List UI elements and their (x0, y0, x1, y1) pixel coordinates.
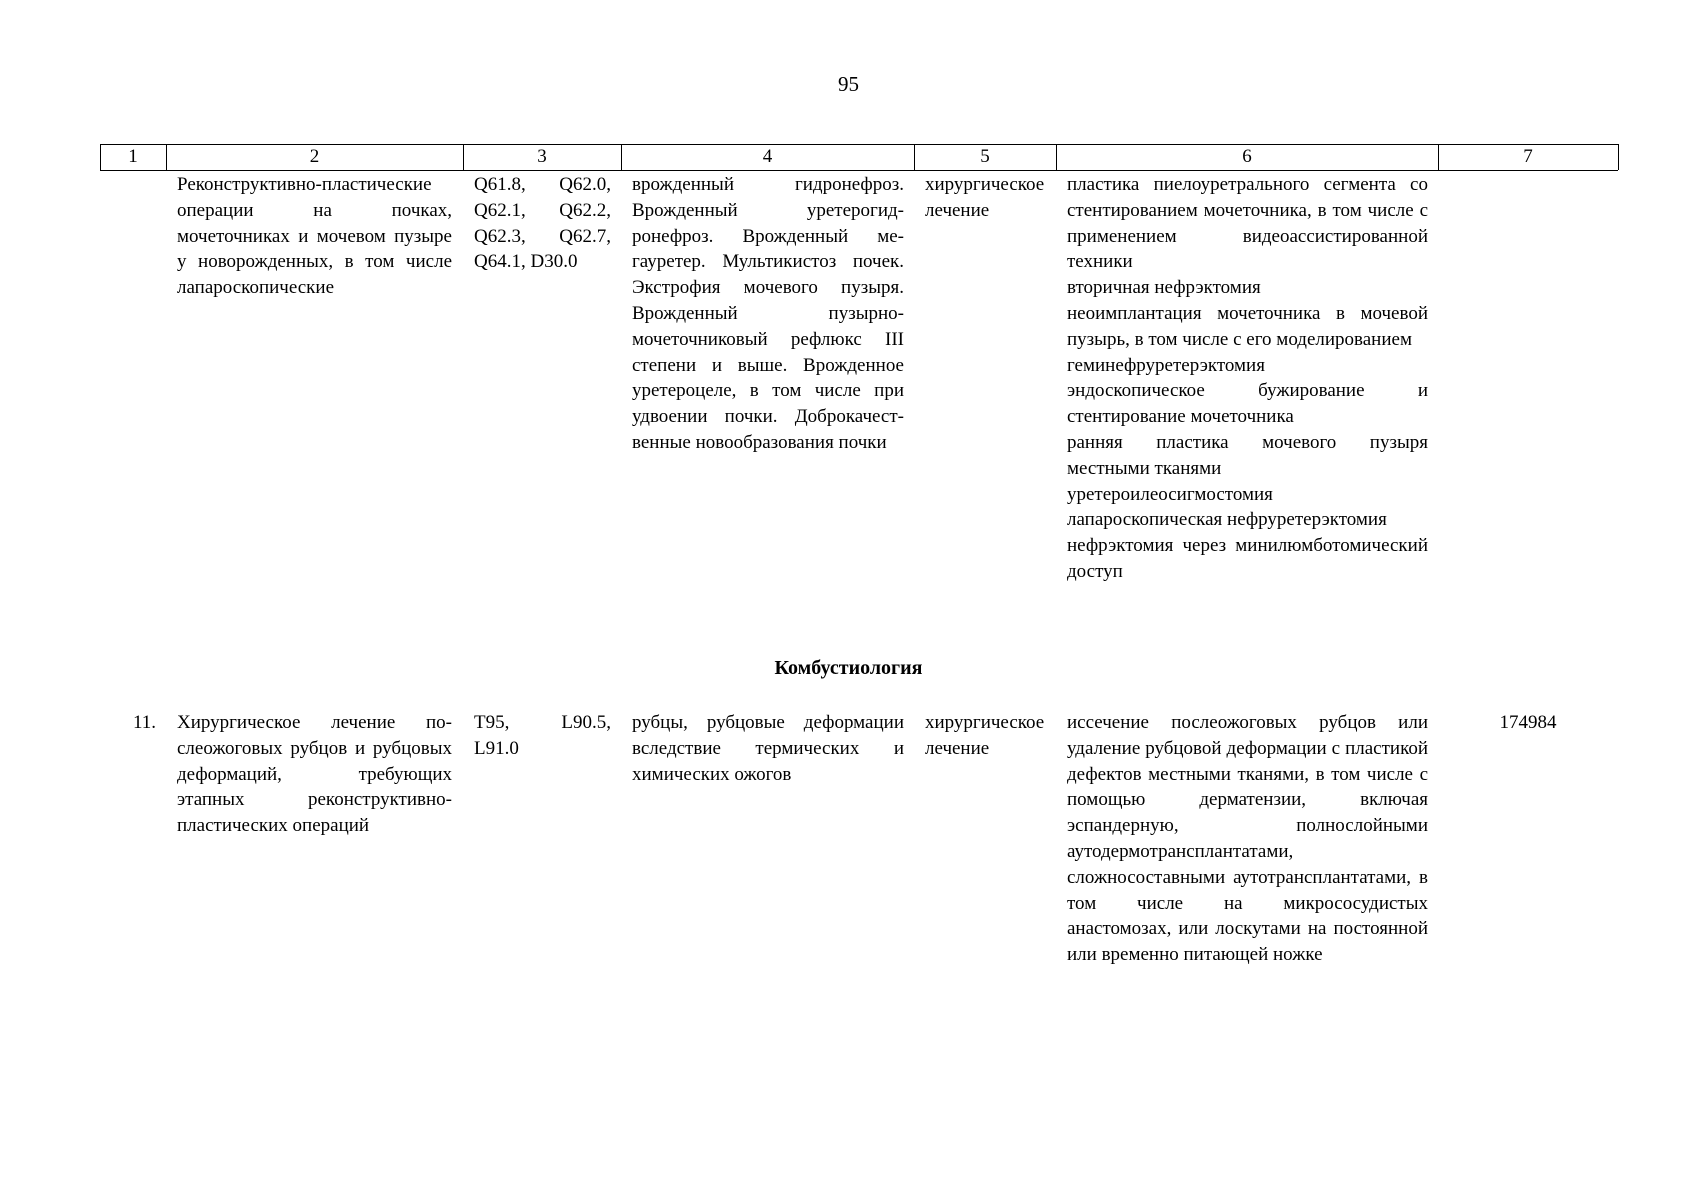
section-title: Комбустиология (774, 657, 923, 679)
method-item: геминефруретерэктомия (1067, 354, 1265, 376)
cell-methods (1067, 710, 1428, 968)
header-divider (1618, 144, 1619, 170)
method-item: неоимплантация мочеточника в мочевой пузырь, в том числе с его моделированием (1067, 302, 1428, 350)
cell-cost: 174984 (1499, 712, 1557, 733)
column-header-2: 2 (309, 146, 320, 167)
column-header-4: 4 (762, 146, 773, 167)
column-header-1: 1 (128, 146, 138, 167)
cell-treatment-type: хирургическое лечение (925, 174, 1045, 221)
page-number: 95 (838, 72, 859, 96)
cell-procedure-name: Реконструктивно-пластические операции на почках, мочеточниках и мочевом пузыре у новорожденных, в том числе лапароскопические (177, 174, 452, 299)
cell-icd-codes: Q61.8, Q62.0, Q62.1, Q62.2, Q62.3, Q62.7, Q64.1, D30.0 (474, 174, 611, 273)
column-header-5: 5 (980, 146, 990, 167)
table-header-bottom-rule (100, 170, 1618, 171)
column-header-6: 6 (1242, 146, 1252, 167)
cell-diagnosis: рубцы, рубцовые деформации вследствие термических и химических ожогов (632, 712, 904, 785)
cell-procedure-name: Хирургическое лечение послеожоговых рубцов и рубцовых деформаций, требующих этапных реконструктивно-пластических операций (177, 712, 452, 837)
column-header-3: 3 (537, 146, 547, 167)
method-item: ранняя пластика мочевого пузыря местными тканями (1067, 431, 1428, 479)
method-item: иссечение послеожоговых рубцов или удаление рубцовой деформации с пластикой дефектов местными тканями, в том числе с помощью дерматензии, включая эспандерную, полнослойными аутодермотрансплантатами, сложносоставными аутотрансплантатами, в том числе на микрососудистых анастомозах, или лоскутами на постоянной или временно питающей ножке (1067, 712, 1428, 966)
method-item: уретероилеосигмостомия (1067, 483, 1273, 505)
method-item: пластика пиелоуретрального сегмента со стентированием мочеточника, в том числе с применением видеоассистированной техники (1067, 174, 1428, 273)
cell-diagnosis: врожденный гидронефроз. Врожденный уретерогидронефроз. Врожденный мегауретер. Мультикистоз почек. Экстрофия мочевого пузыря. Врожденный пузырно-мочеточниковый рефлюкс III степени и выше. Врожденное уретероцеле, в том числе при удвоении почки. Доброкачественные новообразования почки (632, 174, 904, 453)
column-header-7: 7 (1523, 146, 1533, 167)
method-item: лапароскопическая нефруретерэктомия (1067, 509, 1387, 531)
cell-treatment-type: хирургическое лечение (925, 712, 1045, 759)
method-item: нефрэктомия через минилюмботомический доступ (1067, 535, 1428, 582)
cell-row-number: 11. (132, 712, 156, 733)
method-item: эндоскопическое бужирование и стентирование мочеточника (1067, 380, 1428, 428)
cell-icd-codes: T95, L90.5, L91.0 (474, 712, 611, 759)
method-item: вторичная нефрэктомия (1067, 277, 1261, 299)
cell-methods (1067, 172, 1428, 585)
